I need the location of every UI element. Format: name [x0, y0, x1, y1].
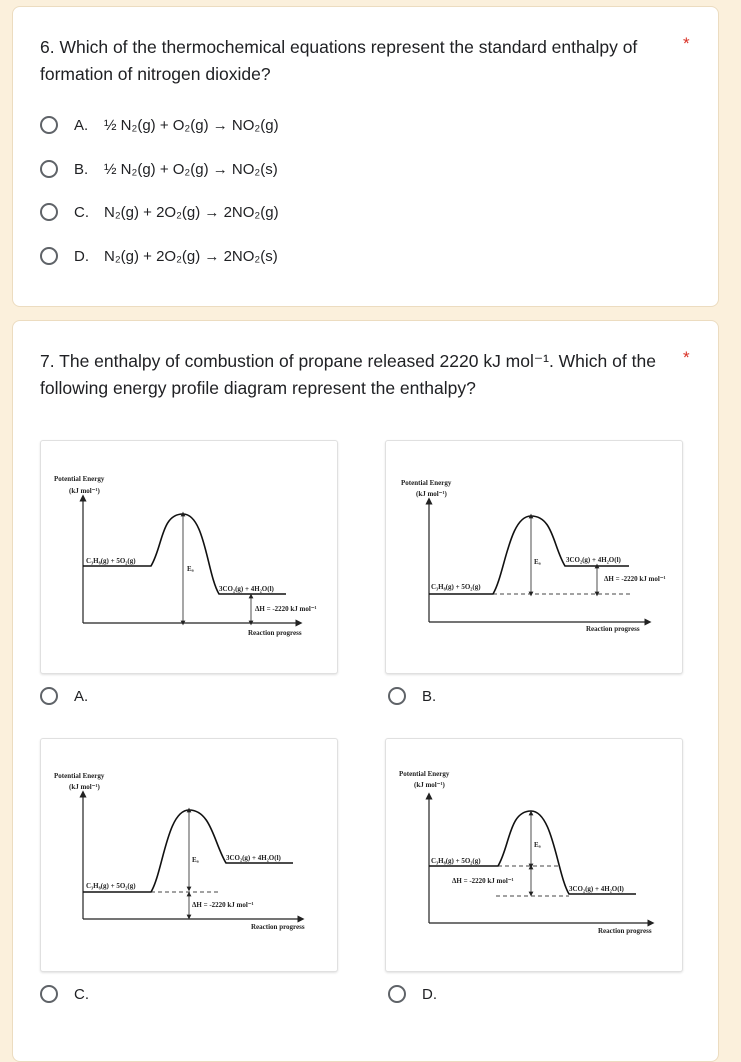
radio-button[interactable] [40, 985, 58, 1003]
required-asterisk: * [683, 348, 690, 367]
energy-curve [83, 514, 286, 594]
diagram-a[interactable] [40, 440, 338, 674]
enthalpy-change-label: ΔH = -2220 kJ mol⁻¹ [255, 605, 317, 613]
energy-profile-svg [41, 739, 337, 971]
option-letter: C. [74, 203, 89, 221]
option-c[interactable] [40, 985, 89, 1003]
x-axis-label: Reaction progress [248, 629, 302, 637]
activation-energy-label: Eₐ [192, 856, 199, 864]
diagram-c[interactable] [40, 738, 338, 972]
radio-button[interactable] [40, 116, 58, 134]
activation-energy-label: Eₐ [187, 565, 194, 573]
products-label: 3CO₂(g) + 4H₂O(l) [226, 854, 281, 862]
option-text: N₂(g) + 2O₂(g) → 2NO₂(g) [104, 203, 279, 221]
diagram-b[interactable] [385, 440, 683, 674]
x-axis-label: Reaction progress [251, 923, 305, 931]
radio-button[interactable] [40, 687, 58, 705]
y-axis-label: Potential Energy [401, 479, 452, 487]
option-letter: C. [74, 985, 89, 1003]
option-letter: A. [74, 116, 89, 134]
option-letter: A. [74, 687, 89, 705]
option-text: ½ N₂(g) + O₂(g) → NO₂(s) [104, 160, 278, 178]
option-letter: D. [74, 247, 89, 265]
x-axis-label: Reaction progress [598, 927, 652, 935]
option-a[interactable] [40, 116, 279, 134]
reactants-label: C₃H₈(g) + 5O₂(g) [86, 557, 136, 565]
products-label: 3CO₂(g) + 4H₂O(l) [566, 556, 621, 564]
energy-curve [83, 810, 293, 892]
question-card-6 [12, 6, 719, 307]
activation-energy-label: Eₐ [534, 558, 541, 566]
diagram-d[interactable] [385, 738, 683, 972]
y-axis-unit: (kJ mol⁻¹) [69, 487, 100, 495]
enthalpy-change-label: ΔH = -2220 kJ mol⁻¹ [604, 575, 666, 583]
products-label: 3CO₂(g) + 4H₂O(l) [219, 585, 274, 593]
x-axis-label: Reaction progress [586, 625, 640, 633]
radio-button[interactable] [388, 985, 406, 1003]
radio-button[interactable] [40, 203, 58, 221]
option-b[interactable] [40, 160, 278, 178]
enthalpy-change-label: ΔH = -2220 kJ mol⁻¹ [192, 901, 254, 909]
option-d[interactable] [40, 247, 278, 265]
y-axis-label: Potential Energy [54, 772, 105, 780]
reactants-label: C₃H₈(g) + 5O₂(g) [86, 882, 136, 890]
option-letter: B. [422, 687, 437, 705]
option-b[interactable] [388, 687, 436, 705]
y-axis-label: Potential Energy [54, 475, 105, 483]
option-c[interactable] [40, 203, 279, 221]
option-letter: D. [422, 985, 437, 1003]
option-text: N₂(g) + 2O₂(g) → 2NO₂(s) [104, 247, 278, 265]
energy-profile-svg [41, 441, 337, 673]
enthalpy-change-label: ΔH = -2220 kJ mol⁻¹ [452, 877, 514, 885]
radio-button[interactable] [388, 687, 406, 705]
question-text: 7. The enthalpy of combustion of propane released 2220 kJ mol⁻¹. Which of the following energy profile diagram represent the enthalpy? [40, 351, 656, 398]
y-axis-unit: (kJ mol⁻¹) [416, 490, 447, 498]
radio-button[interactable] [40, 247, 58, 265]
question-text: 6. Which of the thermochemical equations represent the standard enthalpy of formation of nitrogen dioxide? [40, 37, 638, 84]
option-text: ½ N₂(g) + O₂(g) → NO₂(g) [104, 116, 279, 134]
option-d[interactable] [388, 985, 437, 1003]
reactants-label: C₃H₈(g) + 5O₂(g) [431, 857, 481, 865]
required-asterisk: * [683, 34, 690, 53]
energy-profile-svg [386, 441, 682, 673]
radio-button[interactable] [40, 160, 58, 178]
reactants-label: C₃H₈(g) + 5O₂(g) [431, 583, 481, 591]
activation-energy-label: Eₐ [534, 841, 541, 849]
y-axis-label: Potential Energy [399, 770, 450, 778]
option-a[interactable] [40, 687, 88, 705]
y-axis-unit: (kJ mol⁻¹) [69, 783, 100, 791]
products-label: 3CO₂(g) + 4H₂O(l) [569, 885, 624, 893]
energy-profile-svg [386, 739, 682, 971]
y-axis-unit: (kJ mol⁻¹) [414, 781, 445, 789]
option-letter: B. [74, 160, 89, 178]
